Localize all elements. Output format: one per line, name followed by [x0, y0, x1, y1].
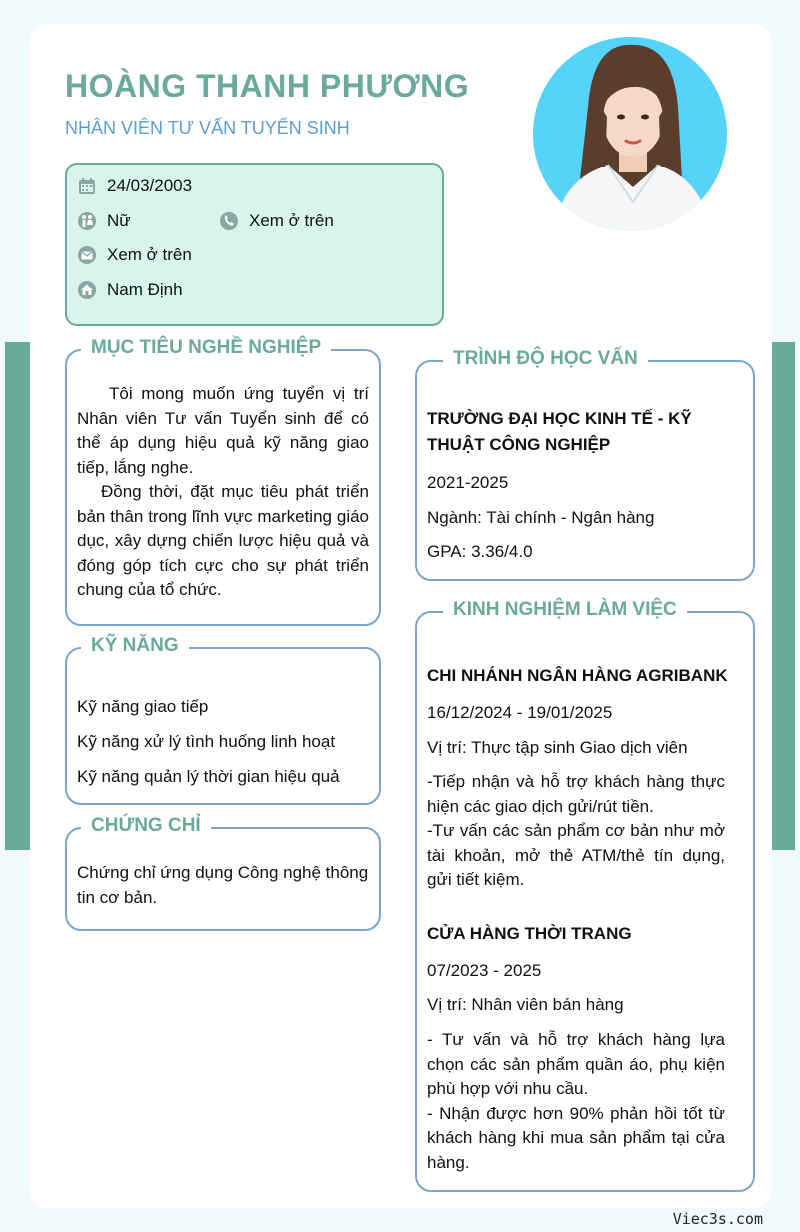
objective-card [65, 337, 381, 626]
birthday-value: 24/03/2003 [107, 176, 193, 195]
skill-item: Kỹ năng giao tiếp [77, 697, 209, 716]
certificates-title: CHỨNG CHỈ [81, 815, 211, 837]
address-row [77, 280, 183, 300]
education-card [415, 348, 755, 581]
skills-title: KỸ NĂNG [81, 635, 189, 657]
phone-value: Xem ở trên [249, 211, 334, 230]
job-position: Vị trí: Nhân viên bán hàng [427, 995, 624, 1014]
home-icon [77, 280, 97, 300]
job-description: - Tư vấn và hỗ trợ khách hàng lựa chọn các sản phẩm quần áo, phụ kiện phù hợp với nhu cầu. [427, 1030, 725, 1098]
job-company: CHI NHÁNH NGÂN HÀNG AGRIBANK [427, 666, 728, 685]
target-job-title: NHÂN VIÊN TƯ VẤN TUYỂN SINH [65, 118, 350, 138]
gender-icon [77, 211, 97, 231]
job-position: Vị trí: Thực tập sinh Giao dịch viên [427, 738, 688, 757]
skills-card [65, 635, 381, 805]
candidate-name: HOÀNG THANH PHƯƠNG [65, 68, 470, 104]
right-decor-band [771, 342, 795, 850]
experience-title: KINH NGHIỆM LÀM VIỆC [443, 599, 687, 621]
address-value: Nam Định [107, 280, 183, 299]
email-value: Xem ở trên [107, 245, 192, 264]
email-row [77, 245, 192, 265]
gender-row [77, 211, 131, 231]
education-major: Ngành: Tài chính - Ngân hàng [427, 508, 655, 527]
school-name-line-2: THUẬT CÔNG NGHIỆP [427, 435, 611, 454]
objective-title: MỤC TIÊU NGHỀ NGHIỆP [81, 337, 331, 359]
skill-item: Kỹ năng quản lý thời gian hiệu quả [77, 767, 340, 786]
job-period: 16/12/2024 - 19/01/2025 [427, 703, 613, 722]
gender-value: Nữ [107, 211, 131, 230]
job-description: -Tư vấn các sản phẩm cơ bản như mở tài khoản, mở thẻ ATM/thẻ tín dụng, gửi tiết kiệm. [427, 821, 725, 889]
phone-icon [219, 211, 239, 231]
objective-paragraph-2: Đồng thời, đặt mục tiêu phát triển bản thân trong lĩnh vực marketing giáo dục, xây dựng chiến lược hiệu quả và đóng góp tích cực cho sự phát triển chung của tổ chức. [77, 482, 369, 599]
watermark: Viec3s.com [672, 1210, 763, 1228]
objective-paragraph-1: Tôi mong muốn ứng tuyển vị trí Nhân viên Tư vấn Tuyển sinh để có thể áp dụng hiệu quả kỹ năng giao tiếp, lắng nghe. [77, 384, 369, 477]
certificates-card [65, 815, 381, 931]
job-description: - Nhận được hơn 90% phản hồi tốt từ khách hàng khi mua sản phẩm tại cửa hàng. [427, 1103, 725, 1172]
education-title: TRÌNH ĐỘ HỌC VẤN [443, 348, 648, 370]
phone-row [219, 211, 334, 231]
job-company: CỬA HÀNG THỜI TRANG [427, 924, 632, 943]
envelope-icon [77, 245, 97, 265]
calendar-icon [77, 176, 97, 196]
education-period: 2021-2025 [427, 473, 509, 492]
certificate-text: Chứng chỉ ứng dụng Công nghệ thông tin cơ bản. [77, 863, 369, 907]
avatar [533, 37, 727, 231]
portrait-photo [533, 37, 727, 231]
skill-item: Kỹ năng xử lý tình huống linh hoạt [77, 732, 336, 751]
job-period: 07/2023 - 2025 [427, 961, 542, 980]
school-name-line-1: TRƯỜNG ĐẠI HỌC KINH TẾ - KỸ [427, 409, 692, 428]
experience-card [415, 599, 755, 1192]
education-gpa: GPA: 3.36/4.0 [427, 542, 533, 561]
birthday-row [77, 176, 192, 196]
job-description: -Tiếp nhận và hỗ trợ khách hàng thực hiện các giao dịch gửi/rút tiền. [427, 772, 725, 816]
